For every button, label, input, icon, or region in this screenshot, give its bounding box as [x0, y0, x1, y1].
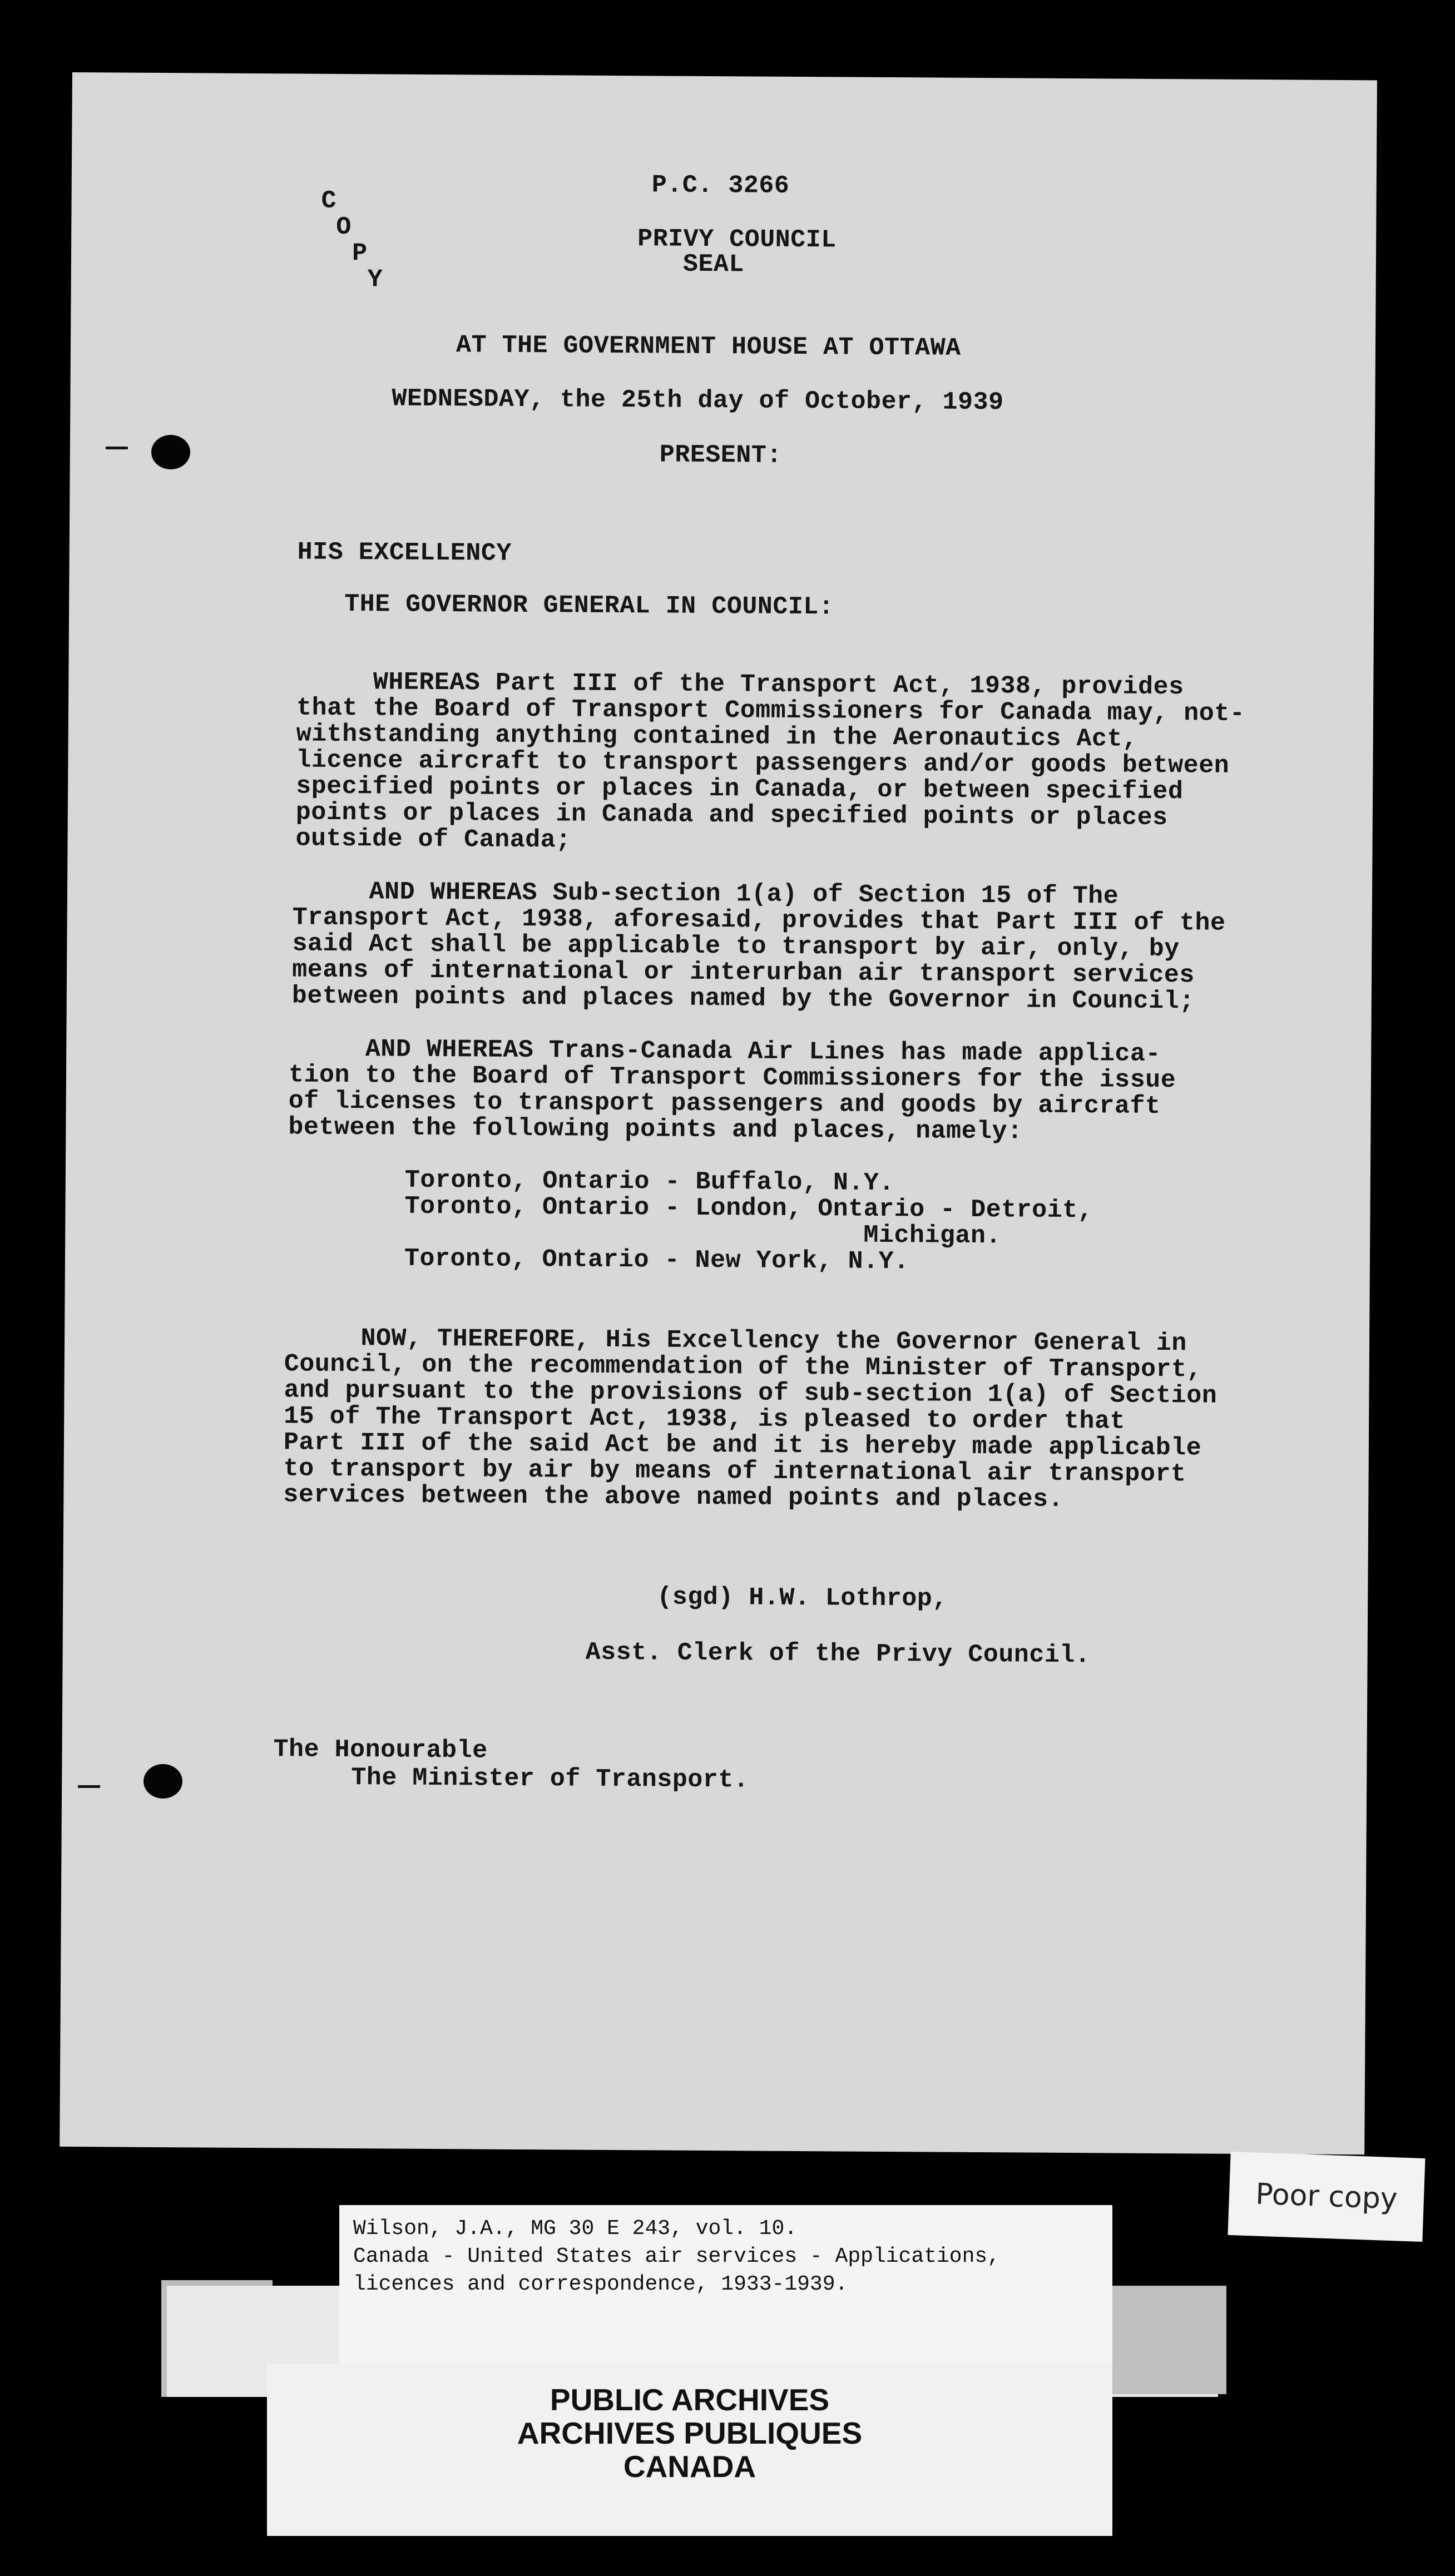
whereas-paragraph-2: AND WHEREAS Sub-section 1(a) of Section 15 of The Transport Act, 1938, aforesaid, provides that Part III of the said Act shall be applicable to transport by air, only, by means of international or interurban air transport services between points and places named by the Governor in Council;: [291, 877, 1226, 1016]
addressee-line-2: The Minister of Transport.: [351, 1763, 749, 1795]
whereas-paragraph-3: AND WHEREAS Trans-Canada Air Lines has made applica- tion to the Board of Transport Commissioners for the issue of licenses to transport passengers and goods by aircraft between the following points and places, namely:: [288, 1034, 1176, 1146]
route-item: Michigan.: [404, 1218, 1002, 1251]
addressee-line-1: The Honourable: [273, 1735, 488, 1765]
archives-line-3: CANADA: [623, 2449, 756, 2484]
poor-copy-note: Poor copy: [1228, 2152, 1425, 2242]
privy-council-heading: PRIVY COUNCIL: [637, 225, 837, 255]
punch-hole: [151, 435, 190, 469]
route-item: Toronto, Ontario - New York, N.Y.: [404, 1244, 909, 1276]
archives-line-2: ARCHIVES PUBLIQUES: [517, 2416, 863, 2450]
route-item: Toronto, Ontario - London, Ontario - Detroit,: [404, 1192, 1093, 1225]
catalog-label: [339, 2205, 1112, 2366]
label-line-3: licences and correspondence, 1933-1939.: [353, 2272, 848, 2296]
therefore-paragraph: NOW, THEREFORE, His Excellency the Governor General in Council, on the recommendation of the Minister of Transport, and pursuant to the provisions of sub-section 1(a) of Section 15 of The Transport Act, 1938, is pleased to order that Part III of the said Act be and it is hereby made applicable to transport by air by means of international air transport services between the above named points and places.: [283, 1324, 1218, 1514]
margin-mark: [106, 447, 128, 449]
label-line-2: Canada - United States air services - Applications,: [353, 2245, 1000, 2268]
document-page: [60, 72, 1377, 2154]
copy-letter-o: O: [336, 212, 352, 242]
copy-letter-y: Y: [367, 265, 383, 294]
whereas-paragraph-1: WHEREAS Part III of the Transport Act, 1938, provides that the Board of Transport Commissioners for Canada may, not- withstanding anything contained in the Aeronautics Act, licence aircraft to transport passengers and/or goods between specified points or places in Canada, or between specified points or places in Canada and specified points or places outside of Canada;: [295, 667, 1245, 855]
seal-heading: SEAL: [682, 250, 745, 279]
tape-right: [1104, 2286, 1226, 2394]
location-line: AT THE GOVERNMENT HOUSE AT OTTAWA: [456, 331, 961, 363]
margin-mark: [78, 1785, 100, 1788]
his-excellency: HIS EXCELLENCY: [297, 538, 512, 568]
archives-stamp: [267, 2364, 1112, 2536]
present-line: PRESENT:: [659, 440, 783, 470]
signature: (sgd) H.W. Lothrop,: [657, 1583, 948, 1613]
archives-line-1: PUBLIC ARCHIVES: [550, 2382, 830, 2417]
signature-title: Asst. Clerk of the Privy Council.: [585, 1638, 1091, 1670]
label-line-1: Wilson, J.A., MG 30 E 243, vol. 10.: [353, 2217, 798, 2241]
route-item: Toronto, Ontario - Buffalo, N.Y.: [404, 1166, 895, 1198]
punch-hole: [143, 1764, 182, 1799]
copy-letter-c: C: [321, 186, 336, 215]
pc-number: P.C. 3266: [651, 171, 790, 200]
governor-general-line: THE GOVERNOR GENERAL IN COUNCIL:: [344, 590, 834, 622]
date-line: WEDNESDAY, the 25th day of October, 1939: [392, 384, 1004, 417]
copy-letter-p: P: [352, 239, 368, 268]
